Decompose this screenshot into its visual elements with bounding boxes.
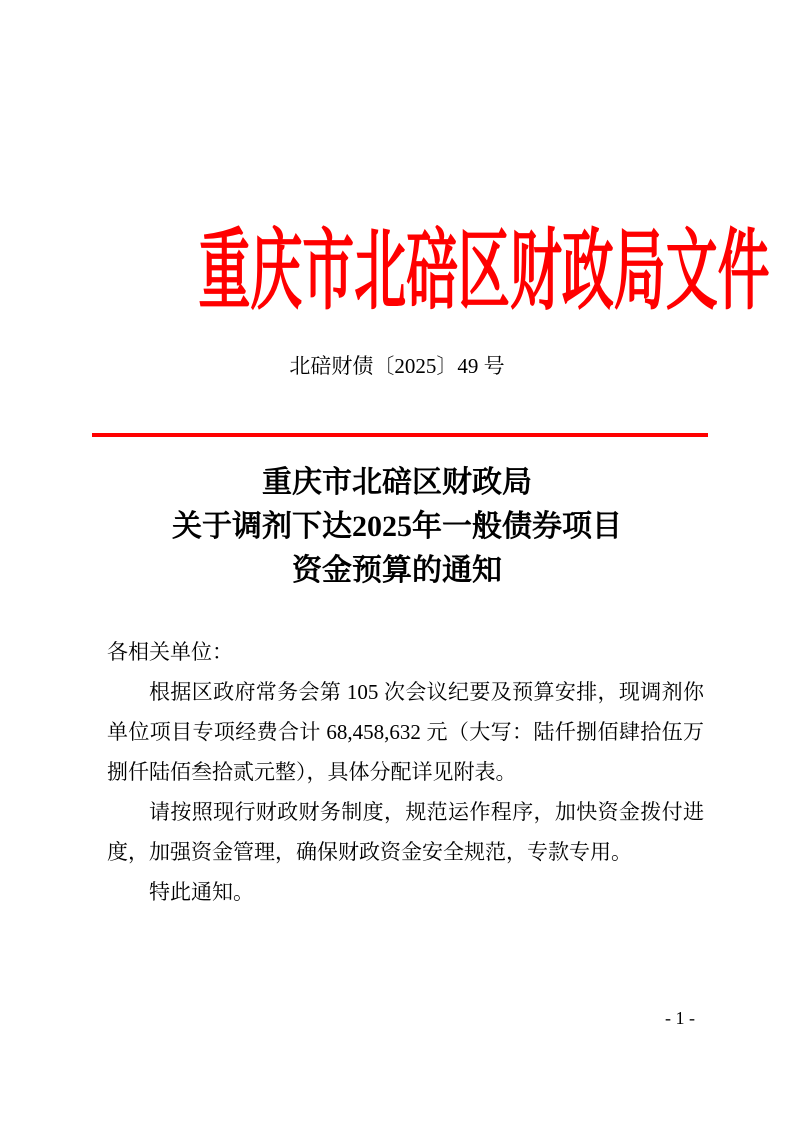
notice-title-line-2: 关于调剂下达2025年一般债券项目 xyxy=(172,510,622,543)
notice-title xyxy=(0,461,794,593)
notice-title-line-3: 资金预算的通知 xyxy=(292,554,502,587)
body-text xyxy=(107,632,704,912)
agency-header-banner xyxy=(0,226,794,320)
body-line: 请按照现行财政财务制度，规范运作程序，加快资金拨付进 xyxy=(149,800,704,824)
body-line: 度，加强资金管理，确保财政资金安全规范，专款专用。 xyxy=(107,840,632,864)
agency-title-text: 重庆市北碚区财政局文件 xyxy=(198,224,770,321)
salutation: 各相关单位： xyxy=(107,640,233,664)
body-line: 捌仟陆佰叁拾贰元整），具体分配详见附表。 xyxy=(107,760,517,784)
page-number: - 1 - xyxy=(665,1008,695,1028)
doc-number: 北碚财债〔2025〕49 号 xyxy=(289,354,505,378)
body-line: 根据区政府常务会第 105 次会议纪要及预算安排，现调剂你 xyxy=(149,680,704,704)
body-line: 特此通知。 xyxy=(149,880,254,904)
body-line: 单位项目专项经费合计 68,458,632 元（大写：陆仟捌佰肆拾伍万 xyxy=(107,720,704,744)
notice-title-line-1: 重庆市北碚区财政局 xyxy=(262,466,532,499)
red-divider-line xyxy=(92,433,708,437)
